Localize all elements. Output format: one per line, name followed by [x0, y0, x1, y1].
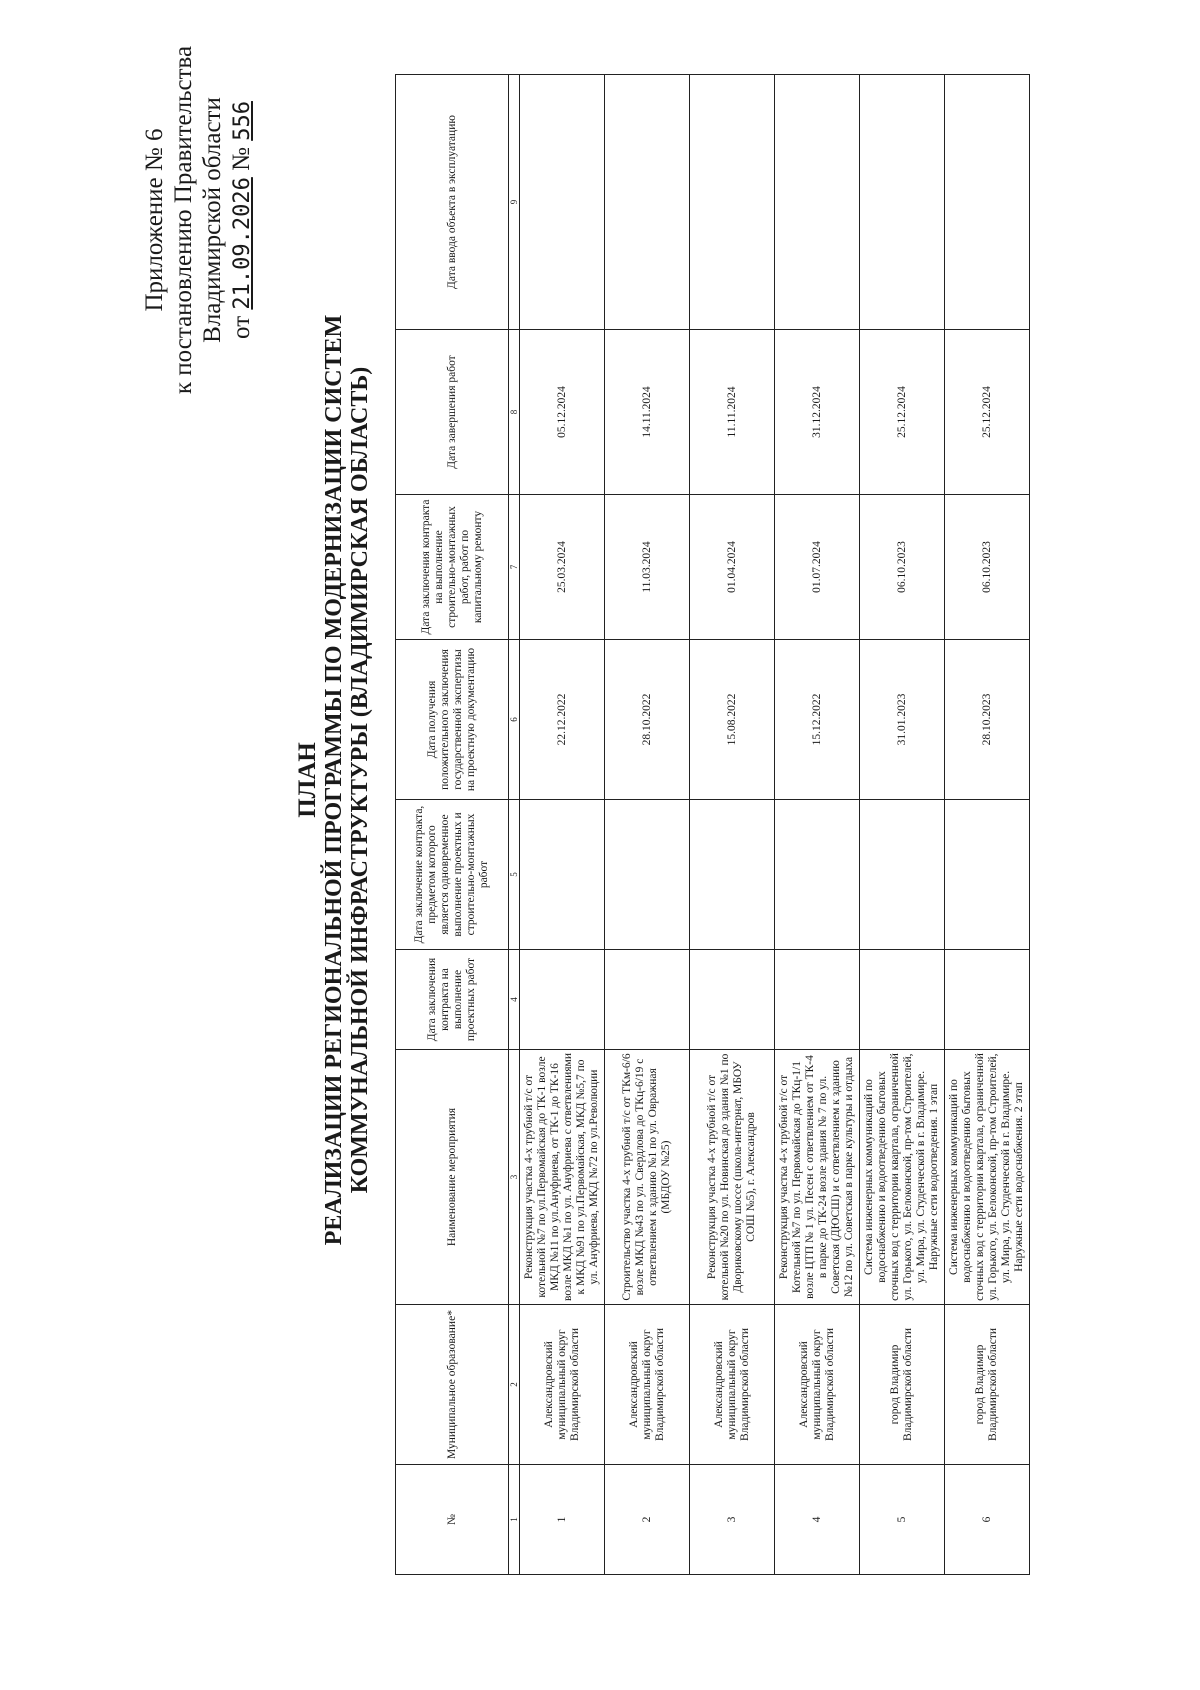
table-row: [605, 75, 690, 1575]
row-completion-date: 14.11.2024: [605, 330, 690, 495]
row-commissioning-date: [775, 75, 860, 330]
title-line-2: РЕАЛИЗАЦИИ РЕГИОНАЛЬНОЙ ПРОГРАММЫ ПО МОДЕРНИЗАЦИИ СИСТЕМ: [321, 314, 347, 1246]
appendix-line-3: Владимирской области: [199, 97, 226, 343]
column-number: 9: [509, 75, 520, 330]
appendix-number: 556: [230, 101, 255, 141]
row-construction-contract-date: 06.10.2023: [945, 495, 1030, 640]
appendix-date-prefix: от: [228, 315, 255, 339]
row-num: 1: [520, 1465, 605, 1575]
row-activity: Реконструкция участка 4-х трубной т/с от котельной №7 по ул.Первомайская до ТК-1 возле МКД №11 по ул.Ануфриева, от ТК-1 до ТК-16 возле МКД №1 по ул. Ануфриева с ответвлениями к МКД №91 по ул.Первомайская, МКД №5,7 по ул. Ануфриева, МКД №72 по ул.Революции: [520, 1050, 605, 1305]
header-activity: Наименование мероприятия: [396, 1050, 509, 1305]
row-expertise-date: 31.01.2023: [860, 640, 945, 800]
column-number: 1: [509, 1465, 520, 1575]
row-num: 4: [775, 1465, 860, 1575]
row-design-contract-date: [520, 950, 605, 1050]
row-activity: Система инженерных коммуникаций по водоснабжению и водоотведению бытовых сточных вод с территории квартала, ограниченной ул. Горького, ул. Белоконской, пр-том Строителей, ул. Мира, ул. Студенческой в г. Владимире. Наружные сети водоотведения. 1 этап: [860, 1050, 945, 1305]
header-commissioning-date: Дата ввода объекта в эксплуатацию: [396, 75, 509, 330]
table-row: [860, 75, 945, 1575]
row-combined-contract-date: [605, 800, 690, 950]
row-activity: Система инженерных коммуникаций по водоснабжению и водоотведению бытовых сточных вод с территории квартала, ограниченной ул. Горького, ул. Белоконской, пр-том Строителей, ул. Мира, ул. Студенческой в г. Владимире. Наружные сети водоснабжения. 2 этап: [945, 1050, 1030, 1305]
header-construction-contract-date: Дата заключения контракта на выполнение строительно-монтажных работ, работ по капитальному ремонту: [396, 495, 509, 640]
header-num: №: [396, 1465, 509, 1575]
row-expertise-date: 28.10.2022: [605, 640, 690, 800]
row-design-contract-date: [945, 950, 1030, 1050]
header-municipality: Муниципальное образование*: [396, 1305, 509, 1465]
row-commissioning-date: [520, 75, 605, 330]
column-number: 7: [509, 495, 520, 640]
row-municipality: Александровский муниципальный округ Владимирской области: [690, 1305, 775, 1465]
row-construction-contract-date: 01.07.2024: [775, 495, 860, 640]
appendix-block: [140, 20, 257, 420]
title-line-1: ПЛАН: [294, 742, 321, 818]
appendix-date: 21.09.2026: [230, 177, 255, 310]
column-number: 6: [509, 640, 520, 800]
row-design-contract-date: [690, 950, 775, 1050]
column-number: 3: [509, 1050, 520, 1305]
row-combined-contract-date: [775, 800, 860, 950]
row-municipality: город Владимир Владимирской области: [860, 1305, 945, 1465]
row-municipality: Александровский муниципальный округ Владимирской области: [605, 1305, 690, 1465]
appendix-number-prefix: №: [228, 147, 255, 171]
row-activity: Реконструкция участка 4-х трубной т/с от котельной №20 по ул. Новинская до здания №1 по Двориковскому шоссе (школа-интернат, МБОУ СОШ №5), г. Александров: [690, 1050, 775, 1305]
row-combined-contract-date: [860, 800, 945, 950]
header-design-contract-date: Дата заключения контракта на выполнение проектных работ: [396, 950, 509, 1050]
row-completion-date: 25.12.2024: [945, 330, 1030, 495]
row-municipality: Александровский муниципальный округ Владимирской области: [775, 1305, 860, 1465]
row-combined-contract-date: [945, 800, 1030, 950]
column-number: 2: [509, 1305, 520, 1465]
row-municipality: Александровский муниципальный округ Владимирской области: [520, 1305, 605, 1465]
table-row: [690, 75, 775, 1575]
document-title: [295, 150, 373, 1410]
row-expertise-date: 28.10.2023: [945, 640, 1030, 800]
row-combined-contract-date: [520, 800, 605, 950]
appendix-line-1: Приложение № 6: [141, 128, 168, 312]
row-expertise-date: 22.12.2022: [520, 640, 605, 800]
appendix-line-2: к постановлению Правительства: [170, 45, 197, 395]
column-number: 8: [509, 330, 520, 495]
row-municipality: город Владимир Владимирской области: [945, 1305, 1030, 1465]
table-header-row: [396, 75, 509, 1575]
row-num: 3: [690, 1465, 775, 1575]
header-combined-contract-date: Дата заключение контракта, предметом которого является одновременное выполнение проектных и строительно-монтажных работ: [396, 800, 509, 950]
row-completion-date: 25.12.2024: [860, 330, 945, 495]
appendix-date-line: [227, 20, 257, 420]
row-commissioning-date: [605, 75, 690, 330]
row-expertise-date: 15.08.2022: [690, 640, 775, 800]
table-row: [775, 75, 860, 1575]
row-num: 5: [860, 1465, 945, 1575]
row-activity: Реконструкция участка 4-х трубной т/с от Котельной №7 по ул. Первомайская до ТКц-1/1 возле ЦТП № 1 ул. Песен с ответвлением от ТК-4 в парке до ТК-24 возле здания № 7 по ул. Советская (ДЮСШ) и с ответвлением к зданию №12 по ул. Советская в парке культуры и отдыха: [775, 1050, 860, 1305]
row-activity: Строительство участка 4-х трубной т/с от ТКм-6/6 возле МКД №43 по ул. Свердлова до ТКц-6/19 с ответвлением к зданию №1 по ул. Овражная (МБДОУ №25): [605, 1050, 690, 1305]
row-commissioning-date: [945, 75, 1030, 330]
row-num: 2: [605, 1465, 690, 1575]
row-construction-contract-date: 11.03.2024: [605, 495, 690, 640]
header-expertise-date: Дата получения положительного заключения государственной экспертизы на проектную документацию: [396, 640, 509, 800]
row-num: 6: [945, 1465, 1030, 1575]
table-row: [945, 75, 1030, 1575]
title-line-3: КОММУНАЛЬНОЙ ИНФРАСТРУКТУРЫ (ВЛАДИМИРСКАЯ ОБЛАСТЬ): [347, 366, 373, 1194]
table-row: [520, 75, 605, 1575]
column-number: 4: [509, 950, 520, 1050]
row-combined-contract-date: [690, 800, 775, 950]
plan-table: [395, 74, 1030, 1575]
row-completion-date: 05.12.2024: [520, 330, 605, 495]
column-number-row: [509, 75, 520, 1575]
row-construction-contract-date: 06.10.2023: [860, 495, 945, 640]
row-expertise-date: 15.12.2022: [775, 640, 860, 800]
row-construction-contract-date: 25.03.2024: [520, 495, 605, 640]
row-commissioning-date: [690, 75, 775, 330]
row-design-contract-date: [605, 950, 690, 1050]
row-commissioning-date: [860, 75, 945, 330]
header-completion-date: Дата завершения работ: [396, 330, 509, 495]
row-completion-date: 31.12.2024: [775, 330, 860, 495]
row-construction-contract-date: 01.04.2024: [690, 495, 775, 640]
row-design-contract-date: [860, 950, 945, 1050]
column-number: 5: [509, 800, 520, 950]
row-design-contract-date: [775, 950, 860, 1050]
row-completion-date: 11.11.2024: [690, 330, 775, 495]
